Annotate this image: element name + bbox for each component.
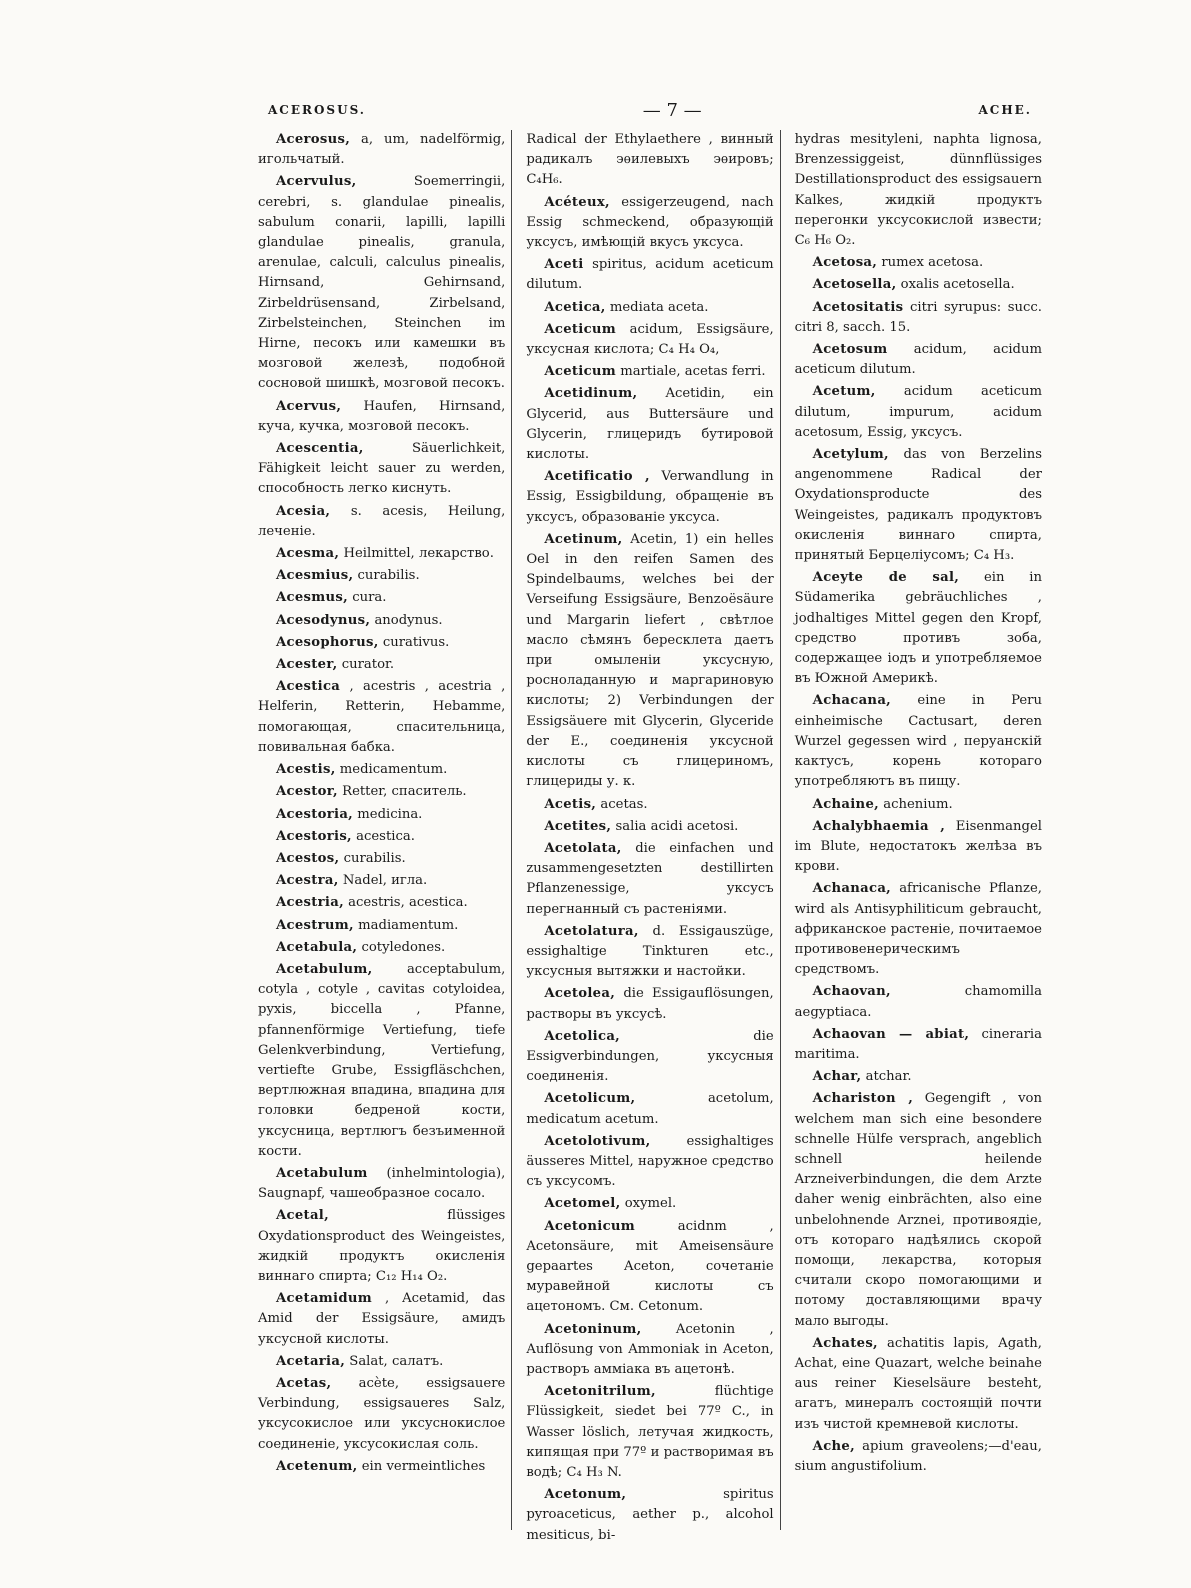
- dictionary-entry: [258, 130, 505, 170]
- entry-headword: Acetolicum,: [544, 1091, 636, 1107]
- dictionary-entry: [526, 1132, 773, 1193]
- dictionary-entry: [795, 982, 1042, 1022]
- entry-definition: cineraria maritima.: [794, 1026, 1042, 1062]
- dictionary-entry: [795, 817, 1042, 878]
- dictionary-entry: [526, 384, 773, 465]
- dictionary-entry: [795, 253, 1042, 273]
- entry-headword: Acestria,: [276, 895, 344, 911]
- entry-headword: Acetenum,: [276, 1458, 358, 1474]
- entry-headword: Acestoris,: [276, 828, 352, 844]
- entry-headword: Acetabulum: [276, 1165, 368, 1181]
- dictionary-entry: [526, 298, 773, 318]
- entry-definition: salia acidi acetosi.: [611, 818, 739, 834]
- entry-definition: Soemerringii, cerebri, s. glandulae pinealis, sabulum conarii, lapilli, lapilli glandulae pinealis, granula, arenulae, calculi, calculus pinealis, Hirnsand, Gehirnsand, Zirbeldrüsensand, Zirbelsand, Zirbelsteinchen, Steinchen im Hirne, песокъ или камешки въ мозговой железѣ, подобной сосновой шишкѣ, мозговой песокъ.: [258, 174, 506, 392]
- entry-headword: Acester,: [276, 657, 338, 673]
- entry-headword: Acetolotivum,: [544, 1133, 651, 1149]
- entry-definition: mediata aceta.: [605, 299, 709, 315]
- entry-definition: das von Berzelins angenommene Radical der Oxydationsproducte des Weingeistes, радикалъ продуктовъ окисленія виннаго спирта, принятый Берцеліусомъ; C₄ H₃.: [794, 447, 1042, 564]
- entry-headword: Aceyte de sal,: [812, 570, 960, 586]
- dictionary-entry: [795, 1437, 1042, 1477]
- dictionary-entry: [258, 655, 505, 675]
- dictionary-entry: [258, 1206, 505, 1287]
- entry-headword: Acetomel,: [544, 1196, 621, 1212]
- dictionary-entry: [526, 1320, 773, 1381]
- entry-definition: Acetin, 1) ein helles Oel in den reifen Samen des Spindelbaums, welches bei der Verseifung Essigsäure, Benzoësäure und Margarin liefert , свѣтлое масло сѣмянъ бересклета даетъ при омыленіи уксусную, росноладанную и маргариновую кислоты; 2) Verbindungen der Essigsäuere mit Glycerin, Glyceride der E., соединенія уксусной кислоты съ глицериномъ, глицериды у. к.: [526, 531, 774, 790]
- dictionary-entry: [258, 1457, 505, 1477]
- entry-definition: Salat, салатъ.: [345, 1353, 444, 1369]
- page-header: [268, 96, 1032, 124]
- entry-definition: martiale, acetas ferri.: [616, 364, 766, 380]
- entry-definition: die einfachen und zusammengesetzten destillirten Pflanzenessige, уксусъ перегнанный съ растеніями.: [526, 840, 774, 917]
- dictionary-entry: [258, 588, 505, 608]
- dictionary-entry: [258, 871, 505, 891]
- dictionary-entry: [258, 805, 505, 825]
- entry-definition: medicamentum.: [335, 762, 448, 778]
- dictionary-entry: [526, 1027, 773, 1088]
- entry-headword: Achates,: [812, 1335, 878, 1351]
- entry-headword: Acetal,: [276, 1208, 329, 1224]
- entry-headword: Acetica,: [544, 299, 606, 315]
- entry-definition: acestris, acestica.: [343, 895, 468, 911]
- dictionary-entry: [258, 677, 505, 758]
- dictionary-entry: [795, 382, 1042, 443]
- entry-headword: Achalybhaemia ,: [812, 818, 946, 834]
- entry-definition: acidum, Essigsäure, уксусная кислота; C₄ H₄ O₄,: [526, 321, 774, 358]
- entry-definition: medicina.: [353, 806, 423, 822]
- dictionary-entry: [526, 193, 773, 254]
- entry-headword: Acesophorus,: [276, 634, 379, 650]
- entry-headword: Achanaca,: [812, 881, 892, 897]
- entry-definition: ein in Südamerika gebräuchliches , jodhaltiges Mittel gegen den Kropf, средство противъ зоба, содержащее іодъ и употребляемое въ Южной Америкѣ.: [794, 570, 1042, 687]
- entry-headword: Acetas,: [276, 1375, 332, 1391]
- entry-definition: acidum aceticum dilutum, impurum, acidum acetosum, Essig, уксусъ.: [794, 384, 1042, 440]
- dictionary-entry: [258, 566, 505, 586]
- entry-definition: essighaltiges äusseres Mittel, наружное средство съ уксусомъ.: [526, 1133, 774, 1190]
- entry-headword: Acetolatura,: [544, 923, 639, 939]
- entry-definition: Acetidin, ein Glycerid, aus Buttersäure und Glycerin, глицеридъ бутировой кислоты.: [526, 386, 774, 463]
- entry-definition: acète, essigsauere Verbindung, essigsaueres Salz, уксусокислое или уксуснокислое соединеніе, уксусокислая соль.: [258, 1375, 506, 1452]
- entry-headword: Achaovan — abiat,: [812, 1026, 970, 1042]
- dictionary-entry: [795, 879, 1042, 980]
- entry-headword: Acestra,: [276, 873, 339, 889]
- entry-definition: ein vermeintliches: [357, 1458, 486, 1474]
- entry-definition: atchar.: [861, 1069, 912, 1085]
- dictionary-entry: [258, 849, 505, 869]
- entry-headword: Acesodynus,: [276, 612, 371, 628]
- entry-definition: a, um, nadelförmig, игольчатый.: [258, 132, 506, 168]
- entry-definition: spiritus, acidum aceticum dilutum.: [526, 257, 774, 293]
- dictionary-entry: [795, 130, 1042, 251]
- dictionary-entry: [526, 530, 773, 793]
- entry-definition: Radical der Ethylaethere , винный радикалъ эѳилевыхъ эѳировъ; C₄H₆.: [526, 132, 774, 188]
- entry-headword: Acetolata,: [544, 840, 622, 856]
- dictionary-entry: [258, 1352, 505, 1372]
- dictionary-entry: [526, 255, 773, 295]
- entry-definition: madiamentum.: [353, 917, 459, 933]
- entry-definition: curativus.: [378, 634, 450, 650]
- dictionary-entry: [526, 922, 773, 983]
- dictionary-entry: [526, 984, 773, 1024]
- dictionary-entry: [258, 1164, 505, 1204]
- entry-headword: Acetis,: [544, 796, 597, 812]
- dictionary-entry: [526, 817, 773, 837]
- entry-headword: Acestrum,: [276, 917, 354, 933]
- entry-definition: Nadel, игла.: [338, 873, 428, 889]
- dictionary-entry: [526, 795, 773, 815]
- entry-headword: Acervus,: [276, 398, 342, 414]
- dictionary-entry: [258, 544, 505, 564]
- dictionary-entry: [795, 1067, 1042, 1087]
- entry-headword: Acetosa,: [812, 255, 878, 271]
- entry-headword: Achaine,: [812, 796, 880, 812]
- dictionary-entry: [258, 916, 505, 936]
- entry-headword: Acescentia,: [276, 441, 364, 457]
- dictionary-entry: [258, 960, 505, 1162]
- entry-definition: anodynus.: [370, 612, 443, 628]
- entry-definition: acestica.: [351, 828, 415, 844]
- entry-definition: d. Essigauszüge, essighaltige Tinkturen etc., уксусныя вытяжки и настойки.: [526, 923, 774, 980]
- dictionary-entry: [795, 795, 1042, 815]
- running-head-right: ACHE.: [978, 103, 1032, 117]
- entry-definition: spiritus pyroaceticus, aether p., alcohol mesiticus, bi-: [526, 1487, 774, 1543]
- entry-headword: Acestica: [276, 679, 341, 695]
- entry-headword: Acetolica,: [544, 1028, 621, 1044]
- entry-headword: Acetidinum,: [544, 386, 638, 402]
- entry-headword: Aceticum: [544, 321, 617, 337]
- dictionary-entry: [526, 1485, 773, 1546]
- page-number: — 7 —: [642, 99, 702, 121]
- entry-headword: Acestor,: [276, 784, 338, 800]
- dictionary-entry: [258, 502, 505, 542]
- entry-definition: Verwandlung in Essig, Essigbildung, обращеніе въ уксусъ, образованіе уксуса.: [526, 469, 774, 525]
- entry-definition: acceptabulum, cotyla , cotyle , cavitas cotyloidea, pyxis, biccella , Pfanne, pfannenförmige Vertiefung, tiefe Gelenkverbindung, Vertiefung, vertiefte Grube, Essigfläschchen, вертлюжная впадина, впадина для головки бедреной кости, уксусница, вертлюгъ безъименной кости.: [258, 961, 506, 1159]
- entry-definition: curabilis.: [339, 850, 406, 866]
- running-head-left: ACEROSUS.: [268, 103, 366, 117]
- dictionary-entry: [795, 1025, 1042, 1065]
- entry-definition: Heilmittel, лекарство.: [339, 546, 494, 562]
- entry-definition: citri syrupus: succ. citri 8, sacch. 15.: [794, 299, 1042, 335]
- entry-headword: Acetoninum,: [544, 1321, 642, 1337]
- dictionary-entry: [258, 439, 505, 500]
- entry-definition: Säuerlichkeit, Fähigkeit leicht sauer zu werden, способность легко киснуть.: [258, 441, 506, 497]
- entry-definition: die Essigverbindungen, уксусныя соединенія.: [526, 1028, 774, 1085]
- dictionary-entry: [526, 1194, 773, 1214]
- dictionary-entry: [258, 397, 505, 437]
- dictionary-entry: [795, 298, 1042, 338]
- entry-headword: Acervulus,: [276, 174, 357, 190]
- entry-definition: curabilis.: [353, 568, 420, 584]
- dictionary-entry: [795, 1089, 1042, 1331]
- entry-definition: africanische Pflanze, wird als Antisyphiliticum gebraucht, африканское растеніе, почитаемое противовенерическимъ средствомъ.: [794, 881, 1042, 978]
- entry-definition: curator.: [337, 657, 395, 673]
- entry-headword: Achaovan,: [812, 984, 891, 1000]
- entry-definition: oxalis acetosella.: [896, 277, 1015, 293]
- entry-headword: Acesmus,: [276, 590, 349, 606]
- entry-headword: Acesmius,: [276, 568, 354, 584]
- entry-definition: s. acesis, Heilung, леченіе.: [258, 503, 506, 539]
- entry-definition: die Essigauflösungen, растворы въ уксусѣ.: [526, 986, 774, 1022]
- entry-headword: Acestoria,: [276, 806, 354, 822]
- entry-definition: Retter, спаситель.: [337, 784, 467, 800]
- entry-headword: Acetum,: [812, 384, 876, 400]
- entry-definition: rumex acetosa.: [877, 255, 984, 271]
- column-3: [795, 130, 1048, 1530]
- dictionary-entry: [795, 1334, 1042, 1435]
- dictionary-entry: [258, 611, 505, 631]
- entry-definition: acidum, acidum aceticum dilutum.: [794, 342, 1042, 378]
- entry-headword: Aceti: [544, 257, 584, 273]
- dictionary-entry: [258, 1374, 505, 1455]
- entry-headword: Acesia,: [276, 503, 331, 519]
- dictionary-entry: [258, 760, 505, 780]
- dictionary-entry: [795, 691, 1042, 792]
- column-1: [258, 130, 512, 1530]
- entry-definition: Gegengift , von welchem man sich eine besondere schnelle Hülfe versprach, angeblich schnell heilende Arzneiverbindungen, die dem Arzte daher wenig einbrächten, also eine unbelohnende Arznei, противоядіе, отъ котораго надѣялись скорой помощи, лекарства, которыя считали скоро помогающими и потому доставляющими врачу мало выгоды.: [794, 1091, 1042, 1329]
- dictionary-entry: [258, 1289, 505, 1350]
- entry-headword: Acestos,: [276, 850, 340, 866]
- entry-headword: Acesma,: [276, 546, 340, 562]
- entry-headword: Acetinum,: [544, 531, 623, 547]
- dictionary-entry: [795, 445, 1042, 566]
- entry-headword: Achar,: [812, 1069, 862, 1085]
- entry-definition: (inhelmintologia), Saugnapf, чашеобразное сосало.: [258, 1165, 506, 1202]
- entry-headword: Acetificatio ,: [544, 469, 650, 485]
- entry-definition: chamomilla aegyptiaca.: [794, 984, 1042, 1020]
- entry-headword: Acetonitrilum,: [544, 1384, 656, 1400]
- dictionary-entry: [258, 938, 505, 958]
- entry-headword: Acetites,: [544, 818, 612, 834]
- dictionary-entry: [526, 467, 773, 528]
- entry-headword: Acetolea,: [544, 986, 616, 1002]
- entry-definition: acetolum, medicatum acetum.: [526, 1091, 774, 1127]
- entry-definition: essigerzeugend, nach Essig schmeckend, образующій уксусъ, имѣющій вкусъ уксуса.: [526, 194, 774, 251]
- entry-headword: Acetonicum: [544, 1218, 636, 1234]
- dictionary-entry: [258, 893, 505, 913]
- entry-headword: Acetosella,: [812, 277, 897, 293]
- entry-headword: Acetonum,: [544, 1487, 627, 1503]
- dictionary-entry: [526, 839, 773, 920]
- entry-definition: flüchtige Flüssigkeit, siedet bei 77º C., in Wasser löslich, летучая жидкость, кипящая при 77º и растворимая въ водѣ; C₄ H₃ N.: [526, 1384, 774, 1480]
- entry-headword: Acetaria,: [276, 1353, 346, 1369]
- entry-definition: cotyledones.: [357, 939, 446, 955]
- entry-headword: Acerosus,: [276, 132, 351, 147]
- entry-headword: Acetositatis: [812, 299, 904, 315]
- dictionary-entry: [258, 172, 505, 394]
- entry-definition: Acetonin , Auflösung von Ammoniak in Aceton, растворъ аммiака въ ацетонѣ.: [526, 1321, 774, 1377]
- entry-headword: Acetabulum,: [276, 961, 373, 977]
- dictionary-entry: [526, 362, 773, 382]
- entry-definition: oxymel.: [620, 1196, 677, 1212]
- entry-definition: hydras mesityleni, naphta lignosa, Brenzessiggeist, dünnflüssiges Destillationsproduct des essigsauern Kalkes, жидкій продуктъ перегонки уксусокислой извести; C₆ H₆ O₂.: [794, 132, 1042, 249]
- entry-definition: cura.: [348, 590, 387, 606]
- entry-definition: , Acetamid, das Amid der Essigsäure, амидъ уксусной кислоты.: [258, 1291, 506, 1347]
- dictionary-entry: [258, 782, 505, 802]
- dictionary-columns: [258, 130, 1048, 1543]
- dictionary-entry: [795, 340, 1042, 380]
- entry-headword: Acetylum,: [812, 447, 889, 463]
- dictionary-entry: [526, 130, 773, 191]
- entry-definition: , acestris , acestria , Helferin, Retterin, Hebamme, помогающая, спасительница, повивальная бабка.: [258, 679, 506, 755]
- entry-definition: achatitis lapis, Agath, Achat, eine Quazart, welche beinahe aus reiner Kieselsäure besteht, агатъ, минералъ состоящій почти изъ чистой кремневой кислоты.: [794, 1335, 1042, 1432]
- dictionary-entry: [795, 568, 1042, 689]
- entry-headword: Achacana,: [812, 693, 892, 709]
- entry-headword: Acéteux,: [544, 194, 610, 210]
- entry-definition: achenium.: [879, 796, 953, 812]
- entry-definition: acidnm , Acetonsäure, mit Ameisensäure gepaartes Aceton, сочетаніе муравейной кислоты съ ацетономъ. См. Cetonum.: [526, 1218, 774, 1315]
- entry-headword: Acetosum: [812, 342, 888, 358]
- entry-definition: acetas.: [596, 796, 648, 812]
- entry-definition: Eisenmangel im Blute, недостатокъ желѣза въ крови.: [794, 818, 1042, 875]
- entry-headword: Acetamidum: [276, 1291, 373, 1307]
- dictionary-entry: [526, 1217, 773, 1318]
- dictionary-entry: [795, 275, 1042, 295]
- entry-headword: Achariston ,: [812, 1091, 914, 1107]
- dictionary-entry: [258, 827, 505, 847]
- entry-definition: apium graveolens;—d'eau, sium angustifolium.: [794, 1438, 1042, 1474]
- entry-headword: Ache,: [812, 1438, 855, 1454]
- dictionary-entry: [526, 1089, 773, 1129]
- entry-definition: Haufen, Hirnsand, куча, кучка, мозговой песокъ.: [258, 398, 506, 434]
- entry-definition: flüssiges Oxydationsproduct des Weingeistes, жидкій продуктъ окисленія виннаго спирта; C₁₂ H₁₄ O₂.: [258, 1208, 506, 1284]
- dictionary-entry: [258, 633, 505, 653]
- dictionary-entry: [526, 320, 773, 360]
- entry-headword: Acestis,: [276, 762, 336, 778]
- entry-definition: eine in Peru einheimische Cactusart, deren Wurzel gegessen wird , перуанскій кактусъ, корень котораго употребляютъ въ пищу.: [794, 693, 1042, 790]
- dictionary-entry: [526, 1382, 773, 1483]
- entry-headword: Aceticum: [544, 364, 617, 380]
- entry-headword: Acetabula,: [276, 939, 358, 955]
- column-2: [526, 130, 780, 1543]
